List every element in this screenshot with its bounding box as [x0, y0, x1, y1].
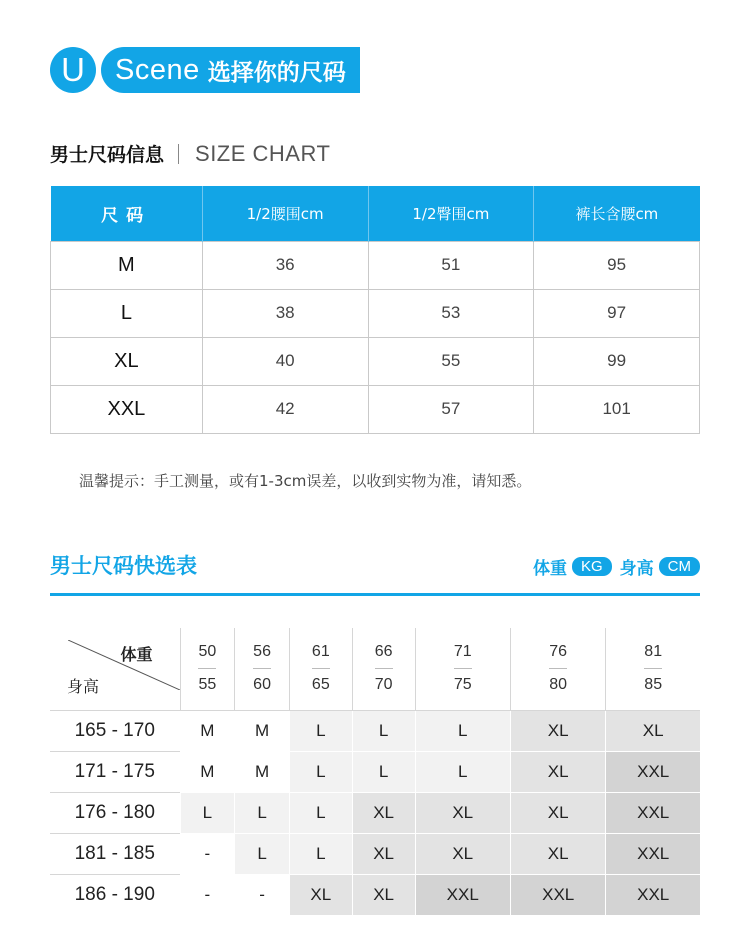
table-row — [51, 337, 700, 385]
size-recommendation: XL — [510, 710, 605, 751]
size-recommendation: M — [180, 751, 235, 792]
height-range: 165 - 170 — [50, 710, 180, 751]
waist-cell: 40 — [202, 337, 368, 385]
size-recommendation: XXL — [606, 833, 700, 874]
range-dash — [375, 668, 393, 669]
size-chart-heading — [50, 140, 330, 167]
size-recommendation: XXL — [510, 874, 605, 915]
weight-range-min: 71 — [453, 643, 472, 661]
length-cell: 101 — [534, 385, 700, 433]
quick-select-divider — [50, 593, 700, 596]
size-recommendation: - — [180, 833, 235, 874]
size-chart-table — [50, 186, 700, 434]
quick-select-table — [50, 628, 700, 915]
table-row — [51, 241, 700, 289]
weight-range-header — [352, 628, 415, 710]
header-size: 尺码 — [51, 186, 203, 241]
weight-range-max: 80 — [549, 676, 568, 694]
size-cell: M — [51, 241, 203, 289]
height-range: 181 - 185 — [50, 833, 180, 874]
size-recommendation: L — [289, 833, 352, 874]
table-row — [51, 385, 700, 433]
waist-cell: 42 — [202, 385, 368, 433]
quick-select-title: 男士尺码快选表 — [50, 554, 197, 578]
height-row — [50, 833, 700, 874]
weight-range-min: 56 — [253, 643, 271, 661]
weight-header-row — [50, 628, 700, 710]
header-waist: 1/2腰围cm — [202, 186, 368, 241]
corner-header — [50, 628, 180, 710]
size-cell: L — [51, 289, 203, 337]
weight-range-header — [235, 628, 290, 710]
weight-range-max: 65 — [311, 676, 330, 694]
hip-cell: 51 — [368, 241, 534, 289]
size-recommendation: M — [235, 751, 290, 792]
header-length: 裤长含腰cm — [534, 186, 700, 241]
size-recommendation: XL — [510, 792, 605, 833]
hip-cell: 55 — [368, 337, 534, 385]
weight-range-min: 76 — [549, 643, 568, 661]
size-recommendation: - — [235, 874, 290, 915]
length-cell: 99 — [534, 337, 700, 385]
range-dash — [644, 668, 662, 669]
range-dash — [198, 668, 216, 669]
weight-range-max: 60 — [253, 676, 271, 694]
size-recommendation: L — [352, 710, 415, 751]
length-cell: 95 — [534, 241, 700, 289]
weight-range-header — [510, 628, 605, 710]
weight-range-header — [180, 628, 235, 710]
size-recommendation: L — [289, 792, 352, 833]
legend-height-unit-badge: CM — [659, 557, 700, 576]
weight-range-min: 50 — [198, 643, 217, 661]
size-recommendation: XL — [352, 874, 415, 915]
size-cell: XL — [51, 337, 203, 385]
weight-range-min: 81 — [644, 643, 663, 661]
legend-weight-unit-badge: KG — [572, 557, 612, 576]
size-recommendation: M — [235, 710, 290, 751]
size-recommendation: XXL — [606, 751, 700, 792]
range-dash — [549, 668, 567, 669]
height-row — [50, 751, 700, 792]
weight-range-min: 66 — [374, 643, 393, 661]
weight-range-max: 55 — [198, 676, 217, 694]
size-chart-title-cn: 男士尺码信息 — [50, 144, 165, 166]
banner-title: 选择你的尺码 — [207, 59, 346, 86]
height-range: 186 - 190 — [50, 874, 180, 915]
range-dash — [454, 668, 472, 669]
waist-cell: 38 — [202, 289, 368, 337]
size-recommendation: XL — [352, 833, 415, 874]
weight-range-header — [415, 628, 510, 710]
size-recommendation: XL — [510, 833, 605, 874]
table-row — [51, 289, 700, 337]
size-recommendation: L — [289, 751, 352, 792]
banner-pill — [101, 47, 360, 93]
size-recommendation: L — [352, 751, 415, 792]
size-recommendation: XXL — [606, 874, 700, 915]
size-cell: XXL — [51, 385, 203, 433]
brand-logo-circle: U — [50, 47, 96, 93]
size-recommendation: XL — [352, 792, 415, 833]
weight-range-header — [606, 628, 700, 710]
size-recommendation: M — [180, 710, 235, 751]
weight-range-max: 75 — [453, 676, 472, 694]
size-chart-header-row — [51, 186, 700, 241]
size-recommendation: L — [415, 710, 510, 751]
size-recommendation: - — [180, 874, 235, 915]
corner-height-label: 身高 — [67, 677, 100, 696]
size-recommendation: L — [235, 833, 290, 874]
size-recommendation: L — [289, 710, 352, 751]
legend-height-label: 身高 — [619, 559, 654, 579]
height-range: 171 - 175 — [50, 751, 180, 792]
weight-range-min: 61 — [311, 643, 330, 661]
size-recommendation: XL — [606, 710, 700, 751]
weight-range-header — [289, 628, 352, 710]
brand-name: Scene — [115, 53, 200, 86]
range-dash — [253, 668, 271, 669]
size-recommendation: XL — [415, 792, 510, 833]
hip-cell: 53 — [368, 289, 534, 337]
quick-select-legend — [533, 554, 700, 579]
size-recommendation: XL — [289, 874, 352, 915]
height-row — [50, 710, 700, 751]
size-recommendation: L — [235, 792, 290, 833]
size-recommendation: XL — [510, 751, 605, 792]
height-row — [50, 792, 700, 833]
brand-banner — [50, 47, 360, 93]
height-range: 176 - 180 — [50, 792, 180, 833]
size-recommendation: XL — [415, 833, 510, 874]
heading-divider — [178, 144, 179, 164]
weight-range-max: 85 — [644, 676, 663, 694]
height-row — [50, 874, 700, 915]
size-recommendation: XXL — [415, 874, 510, 915]
hip-cell: 57 — [368, 385, 534, 433]
weight-range-max: 70 — [374, 676, 393, 694]
header-hip: 1/2臀围cm — [368, 186, 534, 241]
size-chart-title-en: SIZE CHART — [195, 140, 331, 166]
measurement-notice: 温馨提示：手工测量，或有1-3cm误差，以收到实物为准，请知悉。 — [79, 472, 532, 490]
waist-cell: 36 — [202, 241, 368, 289]
size-recommendation: XXL — [606, 792, 700, 833]
size-recommendation: L — [180, 792, 235, 833]
legend-weight-label: 体重 — [532, 559, 567, 579]
size-recommendation: L — [415, 751, 510, 792]
corner-weight-label: 体重 — [120, 645, 153, 664]
length-cell: 97 — [534, 289, 700, 337]
range-dash — [312, 668, 330, 669]
